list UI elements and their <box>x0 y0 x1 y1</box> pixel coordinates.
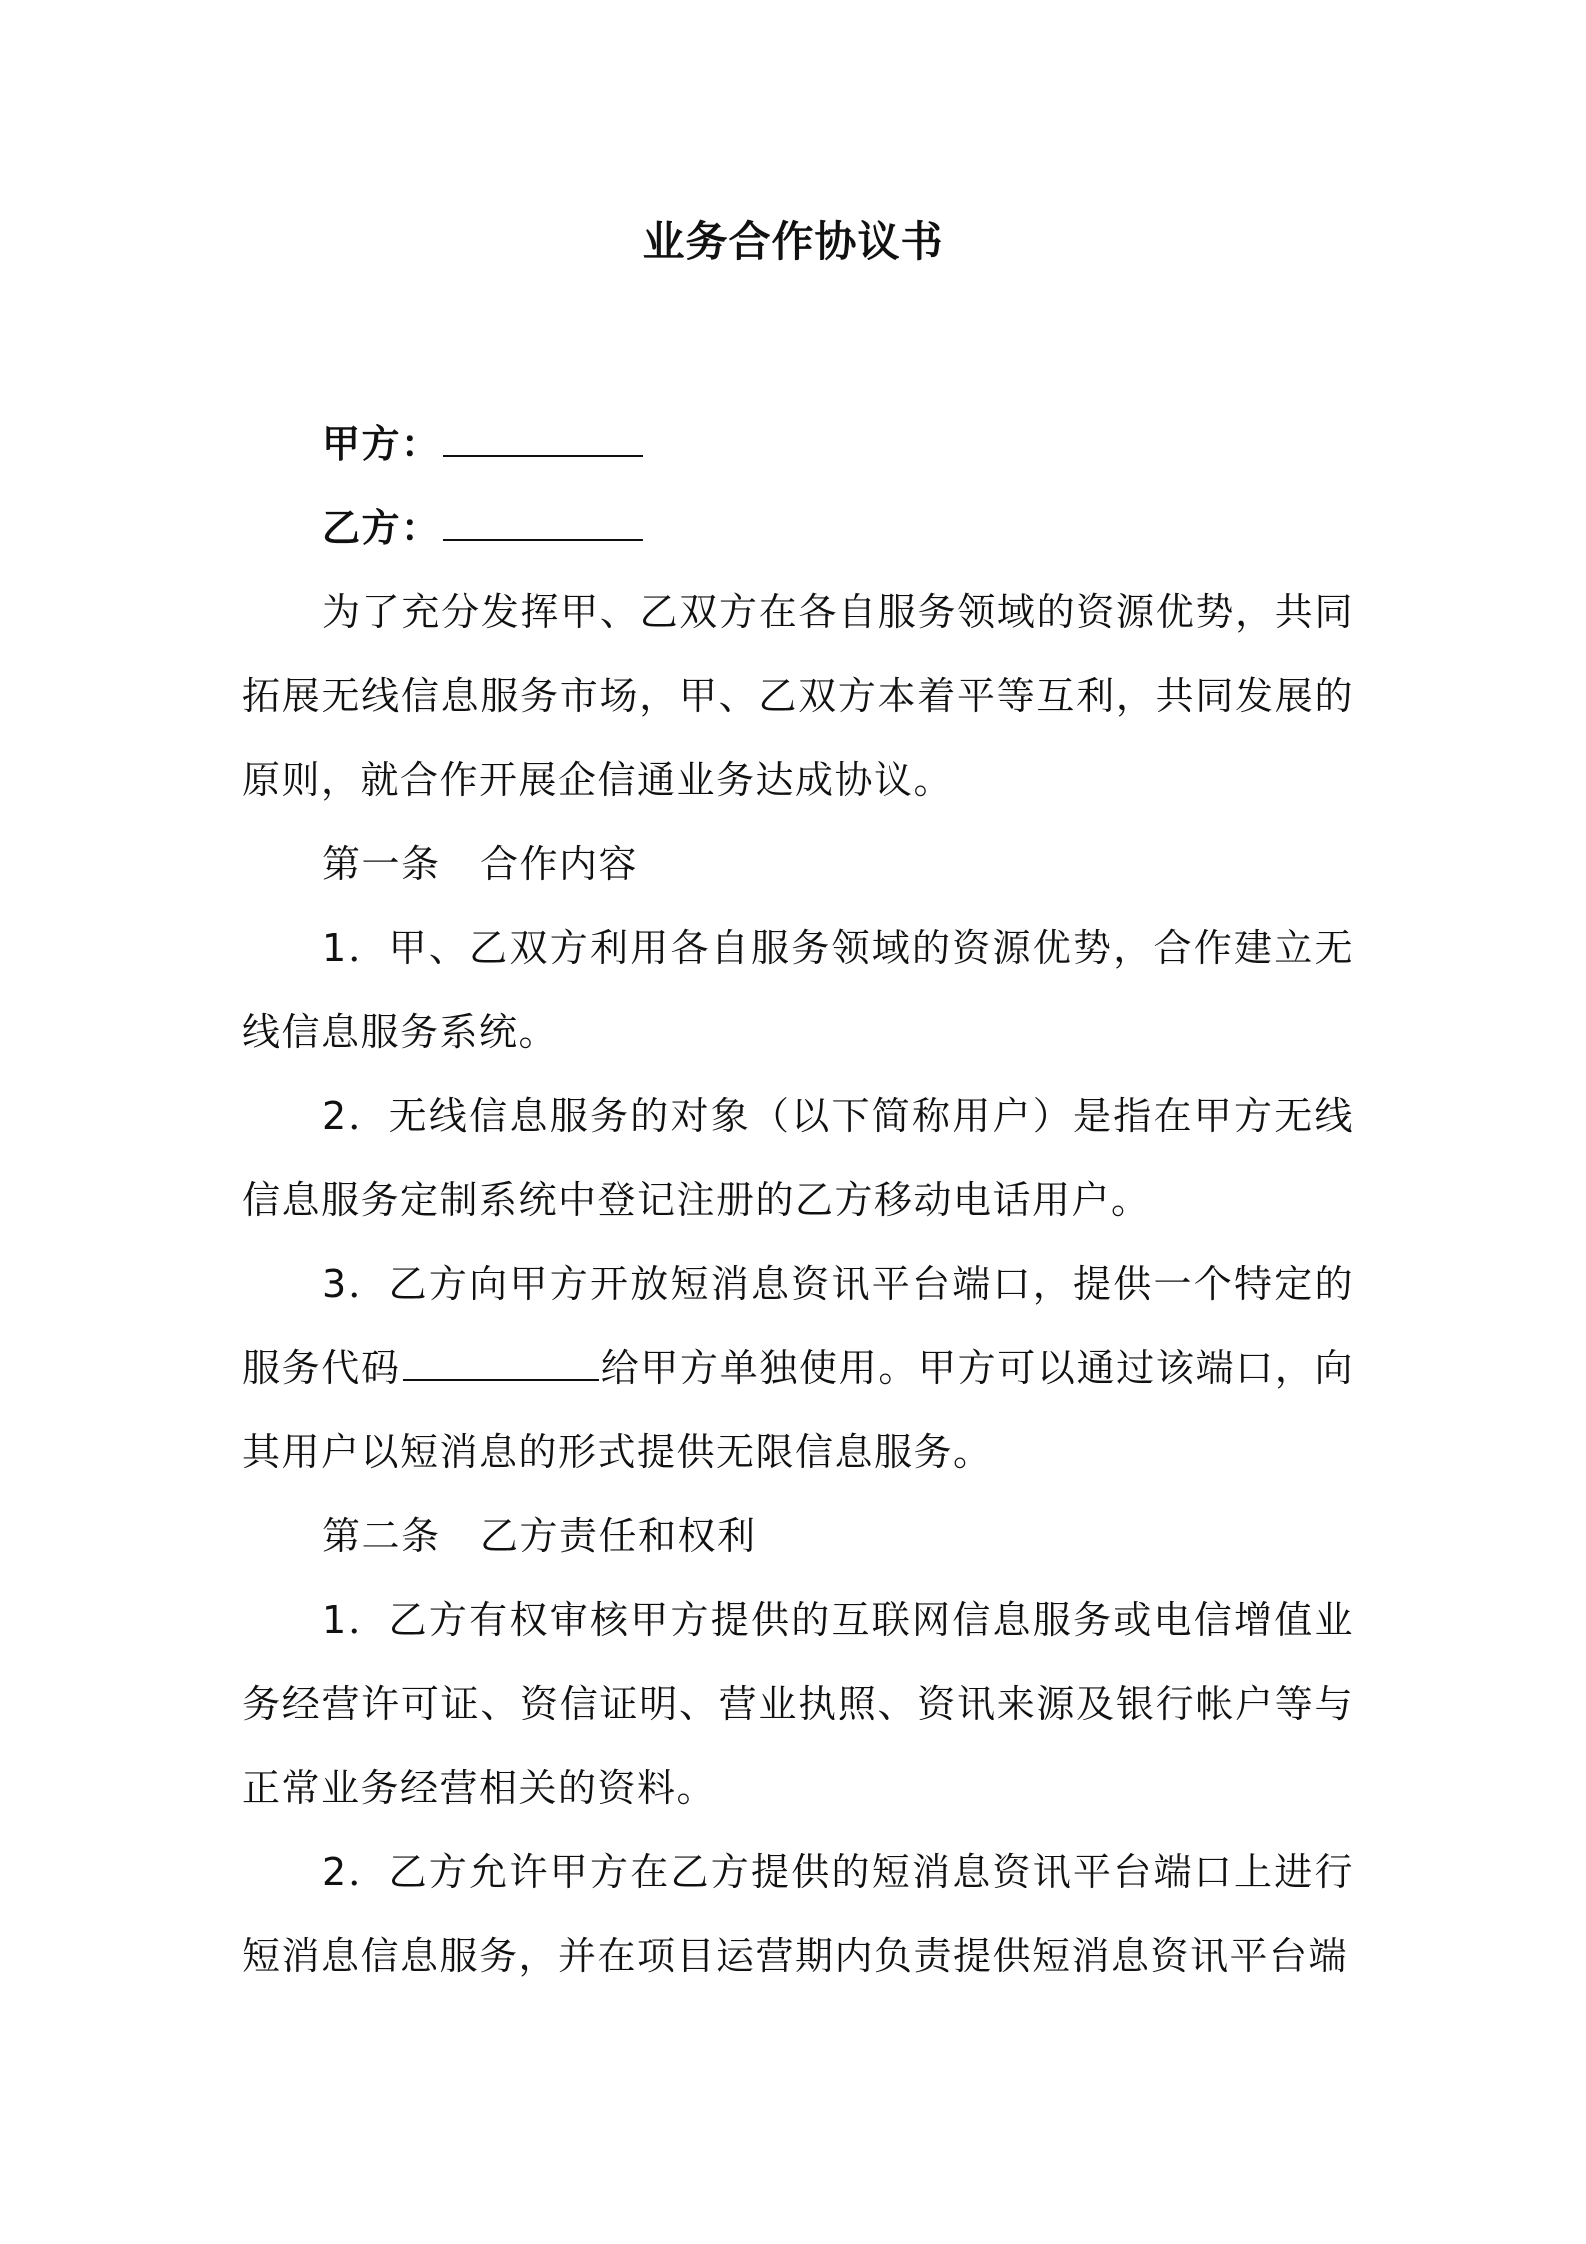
article-1-item-3 <box>242 1242 1354 1494</box>
party-b-blank <box>443 501 643 541</box>
party-a-blank <box>443 417 643 457</box>
article-1-item-1: 1．甲、乙双方利用各自服务领域的资源优势，合作建立无线信息服务系统。 <box>242 926 1354 1054</box>
article-1-heading: 第一条 合作内容 <box>322 842 639 886</box>
article-1-item-3-part-1: 3．乙方向甲方开放短消息资讯平台端口，提供一个特定的服务代码 <box>242 1262 1354 1390</box>
article-1-item-3-part-2: 给甲方单独使用。甲方可以通过该端口，向其用户以短消息的形式提供无限信息服务。 <box>242 1346 1354 1474</box>
article-2-heading: 第二条 乙方责任和权利 <box>322 1514 757 1558</box>
service-code-blank <box>403 1341 599 1381</box>
document-title: 业务合作协议书 <box>642 217 944 266</box>
party-a-label: 甲方： <box>322 422 441 466</box>
party-b-line <box>242 486 1354 570</box>
article-1-item-2: 2．无线信息服务的对象（以下简称用户）是指在甲方无线信息服务定制系统中登记注册的乙方移动电话用户。 <box>242 1094 1354 1222</box>
party-a-line <box>242 402 1354 486</box>
article-2-item-2: 2．乙方允许甲方在乙方提供的短消息资讯平台端口上进行短消息信息服务，并在项目运营期内负责提供短消息资讯平台端 <box>242 1850 1354 1978</box>
party-b-label: 乙方： <box>322 506 441 550</box>
document-body <box>242 402 1354 1998</box>
article-2-item-1: 1．乙方有权审核甲方提供的互联网信息服务或电信增值业务经营许可证、资信证明、营业执照、资讯来源及银行帐户等与正常业务经营相关的资料。 <box>242 1598 1354 1810</box>
intro-paragraph: 为了充分发挥甲、乙双方在各自服务领域的资源优势，共同拓展无线信息服务市场，甲、乙双方本着平等互利，共同发展的原则，就合作开展企信通业务达成协议。 <box>242 590 1354 802</box>
